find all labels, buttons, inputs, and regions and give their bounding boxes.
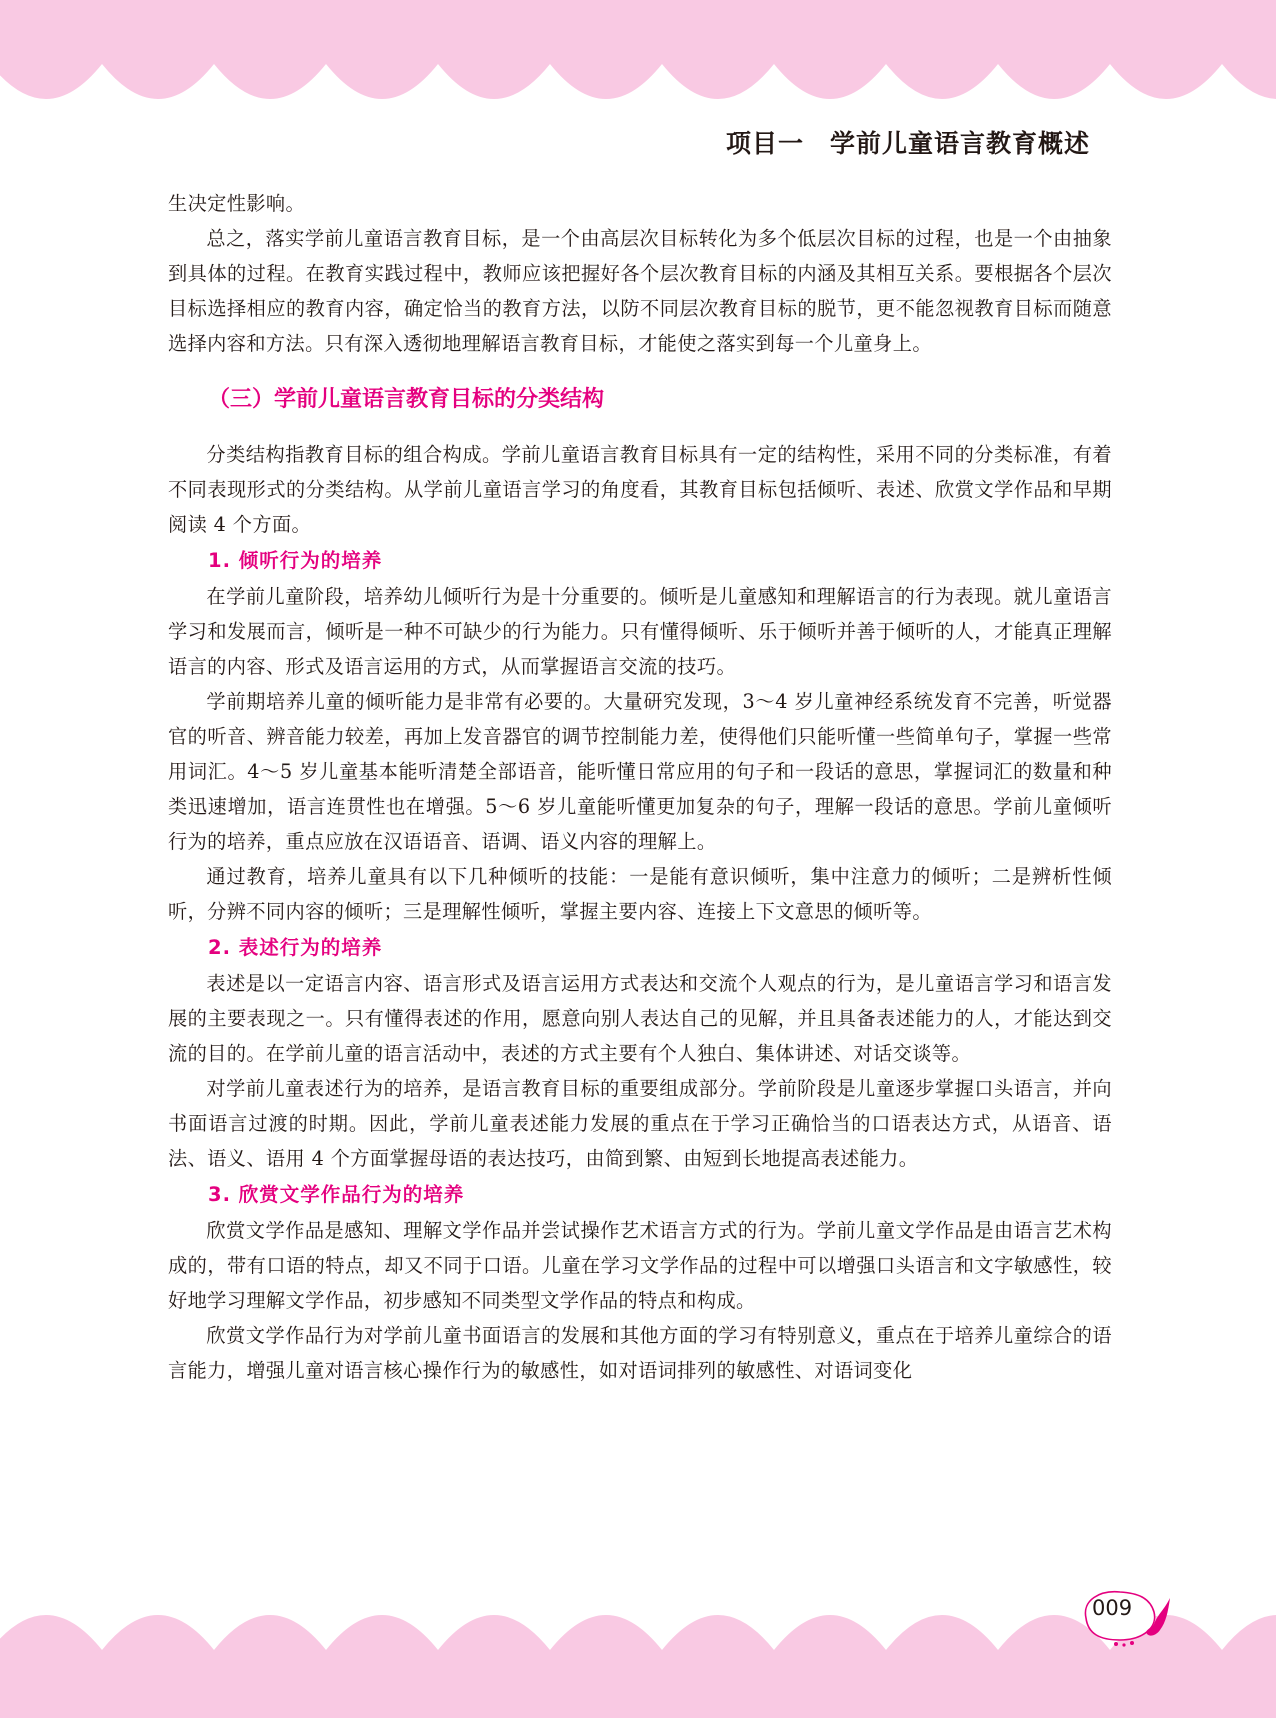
paragraph-expression-2: 对学前儿童表述行为的培养，是语言教育目标的重要组成部分。学前阶段是儿童逐步掌握口头语言，并向书面语言过渡的时期。因此，学前儿童表述能力发展的重点在于学习正确恰当的口语表达方式，从语音、语法、语义、语用 4 个方面掌握母语的表达技巧，由简到繁、由短到长地提高表述能力。	[168, 1077, 1112, 1170]
paragraph-intro-tail: 生决定性影响。	[168, 192, 306, 215]
page-number: 009	[1092, 1596, 1133, 1620]
paragraph-listening-1: 在学前儿童阶段，培养幼儿倾听行为是十分重要的。倾听是儿童感知和理解语言的行为表现。就儿童语言学习和发展而言，倾听是一种不可缺少的行为能力。只有懂得倾听、乐于倾听并善于倾听的人，才能真正理解语言的内容、形式及语言运用的方式，从而掌握语言交流的技巧。	[168, 585, 1112, 678]
paragraph-summary: 总之，落实学前儿童语言教育目标，是一个由高层次目标转化为多个低层次目标的过程，也是一个由抽象到具体的过程。在教育实践过程中，教师应该把握好各个层次教育目标的内涵及其相互关系。要根据各个层次目标选择相应的教育内容，确定恰当的教育方法，以防不同层次教育目标的脱节，更不能忽视教育目标而随意选择内容和方法。只有深入透彻地理解语言教育目标，才能使之落实到每一个儿童身上。	[168, 227, 1112, 355]
running-header-title: 项目一 学前儿童语言教育概述	[725, 129, 1090, 158]
flower-dot-icon	[1122, 1643, 1125, 1646]
subheading-listening: 1. 倾听行为的培养	[208, 549, 383, 572]
paragraph-appreciation-1: 欣赏文学作品是感知、理解文学作品并尝试操作艺术语言方式的行为。学前儿童文学作品是由语言艺术构成的，带有口语的特点，却又不同于口语。儿童在学习文学作品的过程中可以增强口头语言和文字敏感性，较好地学习理解文学作品，初步感知不同类型文学作品的特点和构成。	[168, 1219, 1112, 1312]
section-heading-classification: （三）学前儿童语言教育目标的分类结构	[208, 387, 605, 412]
paragraph-listening-2: 学前期培养儿童的倾听能力是非常有必要的。大量研究发现，3～4 岁儿童神经系统发育不完善，听觉器官的听音、辨音能力较差，再加上发音器官的调节控制能力差，使得他们只能听懂一些简单句子，掌握一些常用词汇。4～5 岁儿童基本能听清楚全部语音，能听懂日常应用的句子和一段话的意思，掌握词汇的数量和种类迅速增加，语言连贯性也在增强。5～6 岁儿童能听懂更加复杂的句子，理解一段话的意思。学前儿童倾听行为的培养，重点应放在汉语语音、语调、语义内容的理解上。	[168, 690, 1112, 853]
paragraph-appreciation-2: 欣赏文学作品行为对学前儿童书面语言的发展和其他方面的学习有特别意义，重点在于培养儿童综合的语言能力，增强儿童对语言核心操作行为的敏感性，如对语词排列的敏感性、对语词变化	[168, 1324, 1112, 1382]
subheading-appreciation: 3. 欣赏文学作品行为的培养	[208, 1183, 465, 1206]
flower-dot-icon	[1114, 1642, 1118, 1646]
paragraph-classification: 分类结构指教育目标的组合构成。学前儿童语言教育目标具有一定的结构性，采用不同的分类标准，有着不同表现形式的分类结构。从学前儿童语言学习的角度看，其教育目标包括倾听、表述、欣赏文学作品和早期阅读 4 个方面。	[168, 443, 1112, 536]
subheading-expression: 2. 表述行为的培养	[208, 936, 383, 959]
paragraph-expression-1: 表述是以一定语言内容、语言形式及语言运用方式表达和交流个人观点的行为，是儿童语言学习和语言发展的主要表现之一。只有懂得表述的作用，愿意向别人表达自己的见解，并且具备表述能力的人，才能达到交流的目的。在学前儿童的语言活动中，表述的方式主要有个人独白、集体讲述、对话交谈等。	[168, 972, 1112, 1065]
flower-dot-icon	[1130, 1641, 1134, 1645]
top-scalloped-border	[0, 0, 1276, 110]
top-band-shape	[0, 0, 1276, 99]
paragraph-listening-3: 通过教育，培养儿童具有以下几种倾听的技能：一是能有意识倾听，集中注意力的倾听；二是辨析性倾听，分辨不同内容的倾听；三是理解性倾听，掌握主要内容、连接上下文意思的倾听等。	[168, 865, 1112, 923]
page-body	[168, 186, 1112, 1388]
